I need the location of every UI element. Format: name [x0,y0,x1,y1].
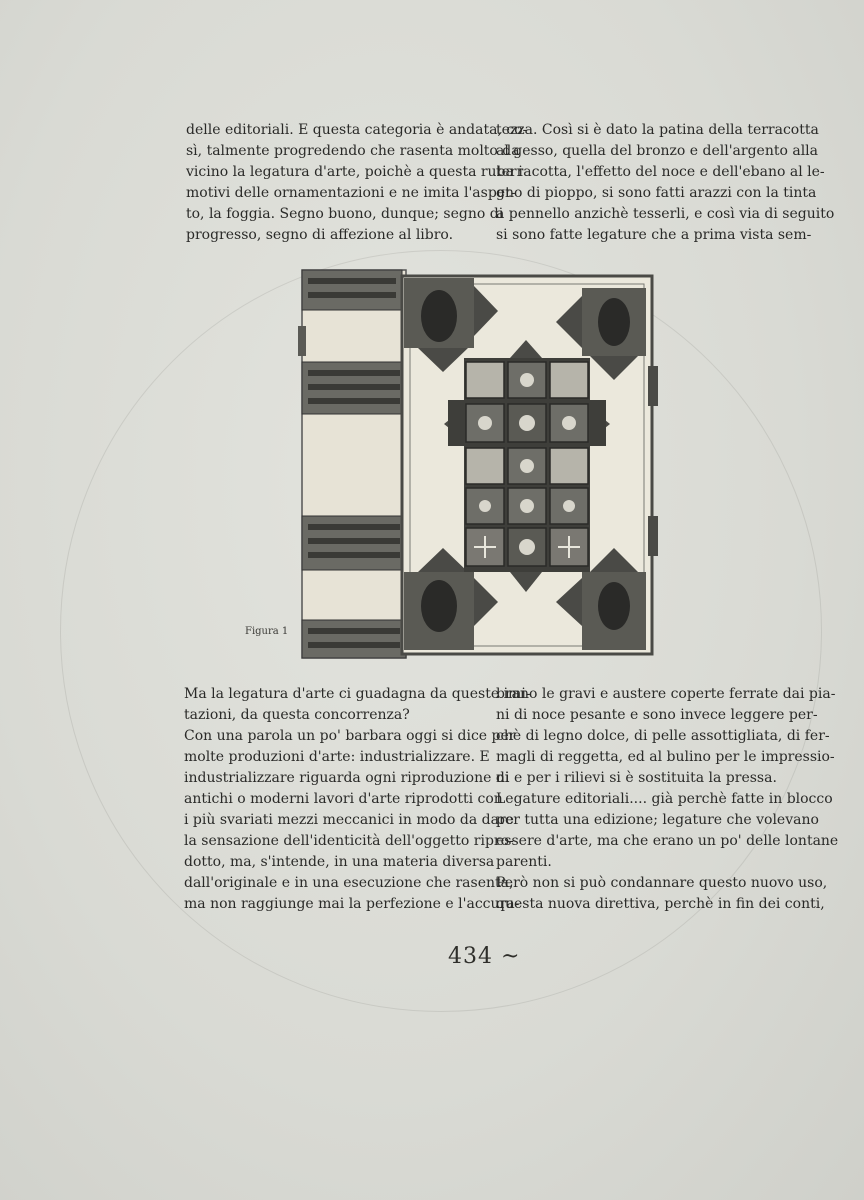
spine-clasp-4 [302,620,406,658]
text-column-bottom-right [496,684,839,915]
text-line: tezza. Così si è dato la patina della terracotta [496,122,819,138]
text-line: magli di reggetta, ed al bulino per le impressio- [496,749,835,765]
text-line: brano le gravi e austere coperte ferrate dai pia- [496,686,836,702]
text-line: to, la foggia. Segno buono, dunque; segno di [186,206,504,222]
text-line: a pennello anzichè tesserli, e così via di seguito [496,206,835,222]
text-line: questa nuova direttiva, perchè in fin dei conti, [496,896,825,912]
text-line: antichi o moderni lavori d'arte riprodotti con [184,791,503,807]
text-column-top-right [496,120,835,246]
text-line: essere d'arte, ma che erano un po' delle lontane [496,833,839,849]
text-line: Ma la legatura d'arte ci guadagna da queste imi- [184,686,531,702]
text-line: vicino la legatura d'arte, poichè a questa ruba i [186,164,523,180]
text-line: si sono fatte legature che a prima vista sem- [496,227,812,243]
text-line: i più svariati mezzi meccanici in modo da dare [184,812,514,828]
book-binding-figure [298,266,660,662]
text-line: dotto, ma, s'intende, in una materia diversa [184,854,495,870]
text-line: motivi delle ornamentazioni e ne imita l'aspet- [186,185,516,201]
text-line: molte produzioni d'arte: industrializzare. E [184,749,490,765]
text-line: per tutta una edizione; legature che volevano [496,812,819,828]
text-line: la sensazione dell'identicità dell'oggetto ripro- [184,833,514,849]
text-line: delle editoriali. E questa categoria è andata, co- [186,122,528,138]
text-line: terracotta, l'effetto del noce e dell'ebano al le- [496,164,825,180]
spine-clasp-1 [302,270,402,310]
text-line: al gesso, quella del bronzo e dell'argento alla [496,143,819,159]
book-spine [302,270,406,658]
text-line: Però non si può condannare questo nuovo uso, [496,875,828,891]
text-line: progresso, segno di affezione al libro. [186,227,454,243]
spine-clasp-2 [302,362,406,414]
page-number-flourish: ~ [493,944,521,969]
text-line: parenti. [496,854,552,870]
page-number [448,944,520,969]
text-line: Legature editoriali.... già perchè fatte in blocco [496,791,833,807]
figure-caption: Figura 1 [245,626,289,637]
text-line: chè di legno dolce, di pelle assottigliata, di fer- [496,728,830,744]
text-line: ni di noce pesante e sono invece leggere per- [496,707,818,723]
text-line: ni e per i rilievi si è sostituita la pressa. [496,770,777,786]
spine-clasp-3 [302,516,406,570]
page-number-value: 434 [448,944,493,969]
text-line: gno di pioppo, si sono fatti arazzi con la tinta [496,185,817,201]
text-line: dall'originale e in una esecuzione che rasenta, [184,875,514,891]
text-line: sì, talmente progredendo che rasenta molto da [186,143,520,159]
text-line: industrializzare riguarda ogni riproduzione di [184,770,510,786]
text-column-top-left [186,120,528,246]
text-line: tazioni, da questa concorrenza? [184,707,410,723]
text-line: Con una parola un po' barbara oggi si dice per [184,728,516,744]
central-cross-ornament [444,340,610,592]
text-line: ma non raggiunge mai la perfezione e l'accura- [184,896,520,912]
